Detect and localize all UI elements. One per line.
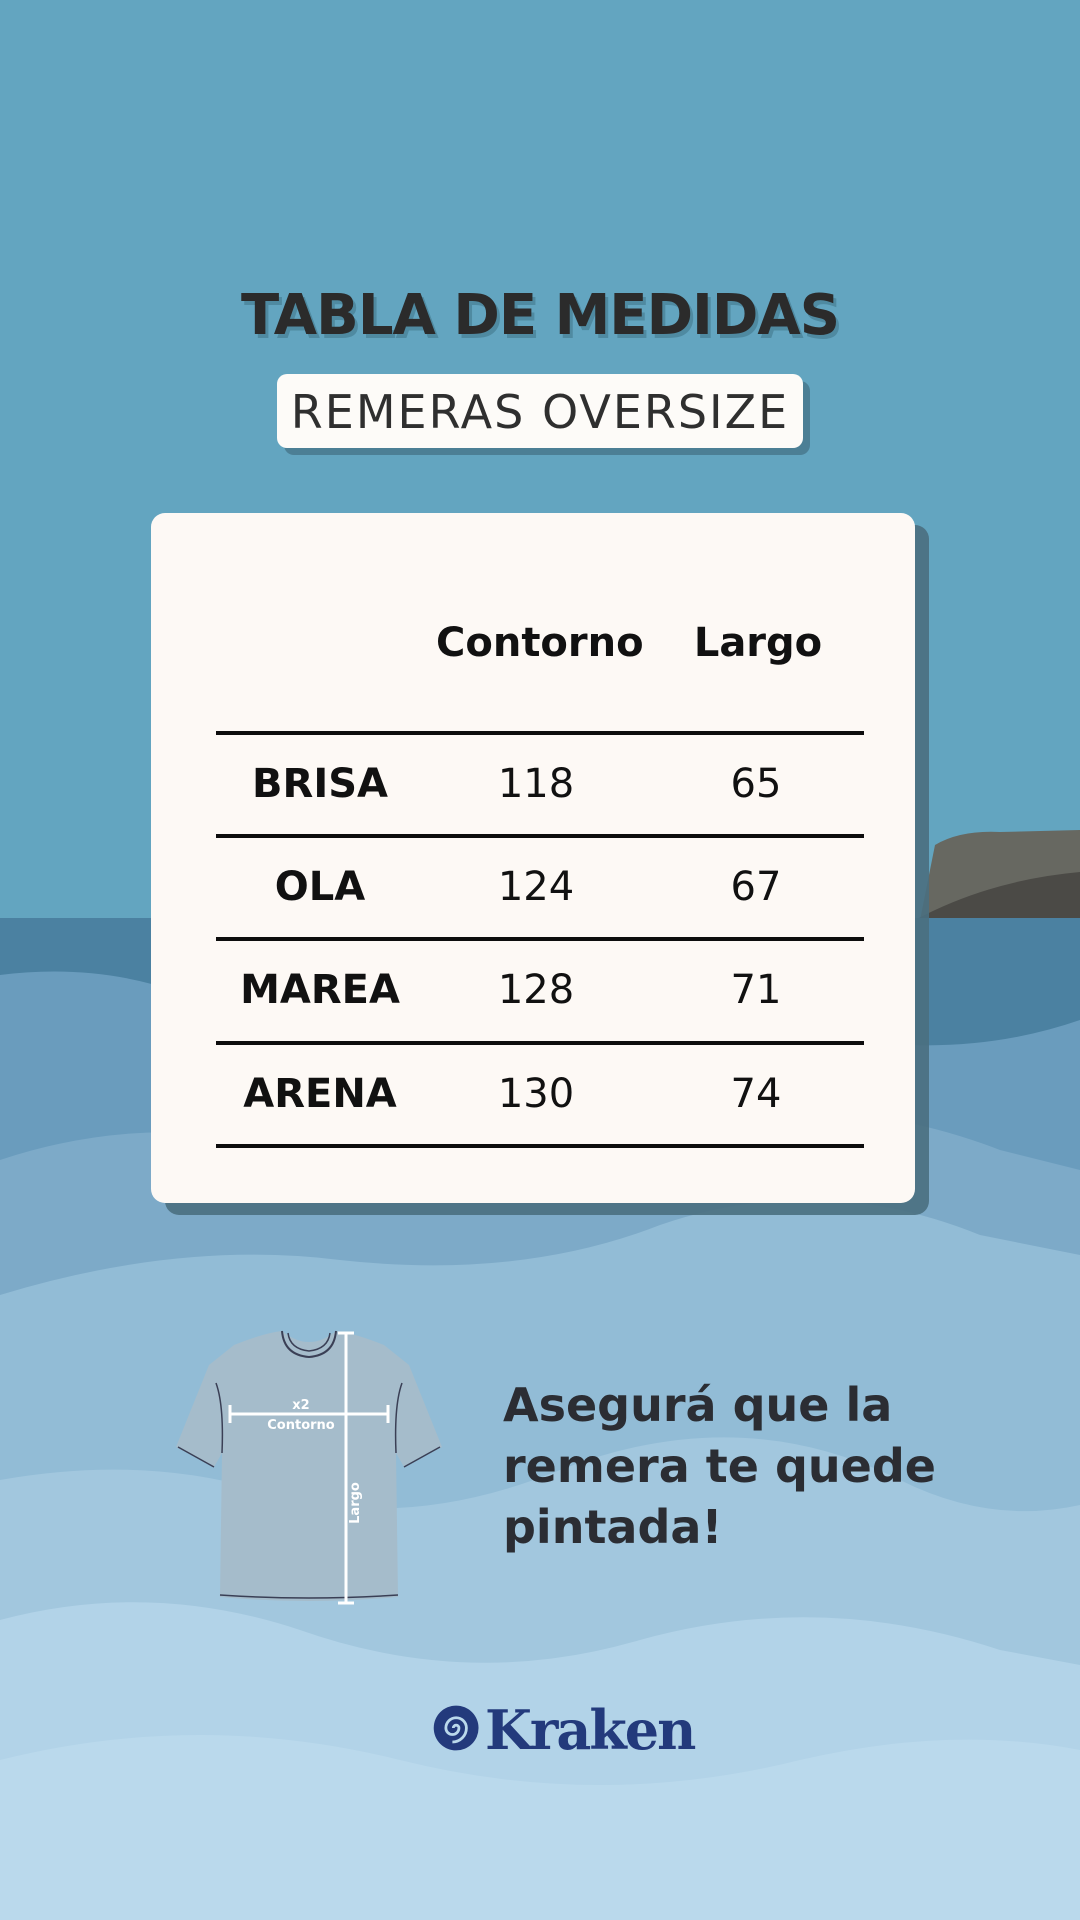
largo-value: 65	[730, 761, 782, 807]
length-label: Largo	[348, 1482, 363, 1524]
brand-name: Kraken	[485, 1698, 695, 1762]
contorno-value: 130	[497, 1071, 575, 1117]
largo-value: 67	[730, 864, 782, 910]
size-name: MAREA	[240, 967, 400, 1013]
size-name: OLA	[274, 864, 366, 910]
column-header-largo: Largo	[693, 620, 823, 666]
chest-multiplier-label: x2	[292, 1398, 310, 1413]
tshirt-diagram	[164, 1325, 454, 1605]
spiral-shell-icon	[430, 1700, 486, 1756]
table-row	[216, 733, 864, 835]
chest-label: Contorno	[267, 1418, 335, 1433]
contorno-value: 118	[497, 761, 575, 807]
contorno-value: 128	[497, 967, 575, 1013]
table-row	[216, 939, 864, 1041]
table-row	[216, 836, 864, 938]
table-divider	[216, 1144, 864, 1148]
tagline-line: Asegurá que la	[503, 1378, 893, 1432]
column-header-contorno: Contorno	[436, 620, 644, 666]
largo-value: 74	[730, 1071, 782, 1117]
tshirt-icon	[176, 1331, 442, 1601]
size-name: ARENA	[243, 1071, 397, 1117]
largo-value: 71	[730, 967, 782, 1013]
page-title: TABLA DE MEDIDAS	[240, 283, 840, 348]
tagline-line: pintada!	[503, 1500, 723, 1554]
subtitle-badge: REMERAS OVERSIZE	[277, 374, 803, 448]
tagline	[503, 1375, 943, 1558]
table-row	[216, 1043, 864, 1145]
size-name: BRISA	[252, 761, 388, 807]
tagline-line: remera te quede	[503, 1439, 936, 1493]
contorno-value: 124	[497, 864, 575, 910]
